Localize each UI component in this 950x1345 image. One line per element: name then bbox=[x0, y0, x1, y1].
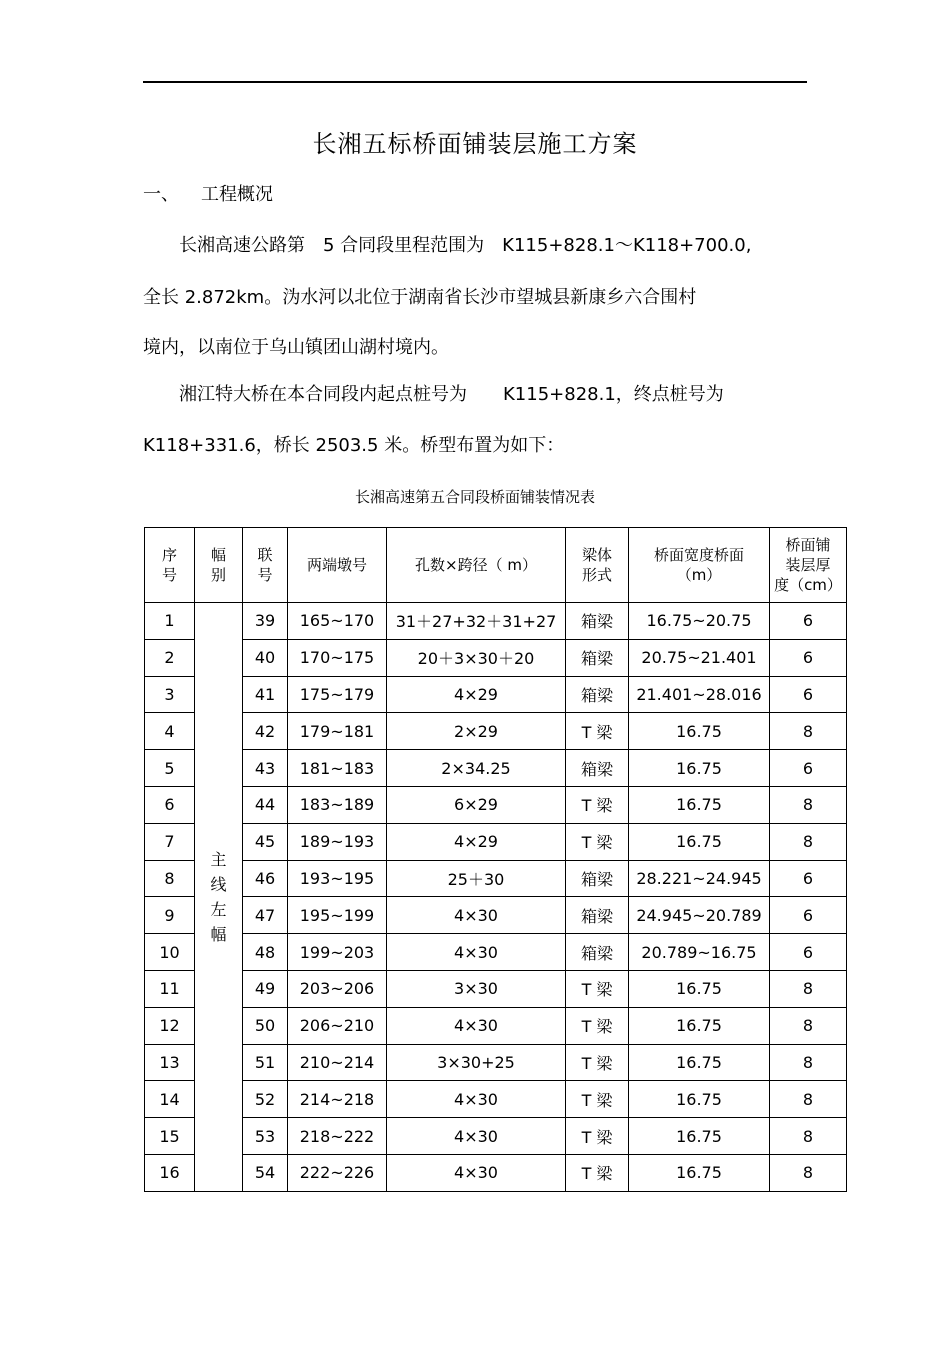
table-row bbox=[145, 676, 847, 713]
section-number: 一、 bbox=[143, 184, 179, 205]
cell-girder: T 梁 bbox=[566, 1154, 629, 1191]
paragraph-line: 湘江特大桥在本合同段内起点桩号为 K115+828.1，终点桩号为 bbox=[143, 384, 724, 405]
cell-unit: 47 bbox=[243, 897, 288, 934]
cell-width: 16.75 bbox=[629, 1081, 770, 1118]
cell-thickness: 8 bbox=[770, 823, 847, 860]
table-row bbox=[145, 1118, 847, 1155]
header-col-spans bbox=[387, 528, 566, 603]
cell-index: 15 bbox=[145, 1118, 195, 1155]
cell-unit: 51 bbox=[243, 1044, 288, 1081]
cell-unit: 54 bbox=[243, 1154, 288, 1191]
group-label-char: 线 bbox=[210, 874, 227, 894]
cell-index: 6 bbox=[145, 786, 195, 823]
paving-table bbox=[144, 527, 847, 1192]
cell-girder: 箱梁 bbox=[566, 860, 629, 897]
header-text: 桥面铺 bbox=[785, 536, 831, 554]
cell-width: 24.945~20.789 bbox=[629, 897, 770, 934]
table-row bbox=[145, 603, 847, 640]
cell-thickness: 8 bbox=[770, 786, 847, 823]
header-col-width bbox=[629, 528, 770, 603]
table-row bbox=[145, 860, 847, 897]
cell-thickness: 6 bbox=[770, 897, 847, 934]
cell-thickness: 8 bbox=[770, 1044, 847, 1081]
cell-unit: 49 bbox=[243, 970, 288, 1007]
cell-spans: 3×30+25 bbox=[387, 1044, 566, 1081]
cell-width: 16.75 bbox=[629, 1118, 770, 1155]
table-row bbox=[145, 750, 847, 787]
cell-unit: 52 bbox=[243, 1081, 288, 1118]
cell-thickness: 6 bbox=[770, 860, 847, 897]
header-text: 两端墩号 bbox=[306, 556, 367, 574]
cell-piers: 165~170 bbox=[288, 603, 387, 640]
header-text: 联 bbox=[257, 546, 273, 564]
cell-piers: 181~183 bbox=[288, 750, 387, 787]
cell-spans: 4×30 bbox=[387, 897, 566, 934]
table-row bbox=[145, 823, 847, 860]
cell-unit: 48 bbox=[243, 934, 288, 971]
table-row bbox=[145, 934, 847, 971]
cell-piers: 189~193 bbox=[288, 823, 387, 860]
header-text: 孔数×跨径（ m） bbox=[415, 556, 537, 574]
cell-girder: T 梁 bbox=[566, 1118, 629, 1155]
cell-piers: 193~195 bbox=[288, 860, 387, 897]
cell-index: 5 bbox=[145, 750, 195, 787]
cell-girder: 箱梁 bbox=[566, 676, 629, 713]
header-col-piers bbox=[288, 528, 387, 603]
header-col-girder bbox=[566, 528, 629, 603]
header-col-thickness bbox=[770, 528, 847, 603]
cell-piers: 183~189 bbox=[288, 786, 387, 823]
cell-index: 12 bbox=[145, 1007, 195, 1044]
cell-spans: 25＋30 bbox=[387, 860, 566, 897]
cell-piers: 218~222 bbox=[288, 1118, 387, 1155]
cell-index: 16 bbox=[145, 1154, 195, 1191]
cell-width: 16.75 bbox=[629, 750, 770, 787]
cell-girder: T 梁 bbox=[566, 1081, 629, 1118]
group-label-char: 左 bbox=[210, 899, 227, 919]
cell-index: 11 bbox=[145, 970, 195, 1007]
cell-piers: 203~206 bbox=[288, 970, 387, 1007]
cell-girder: 箱梁 bbox=[566, 750, 629, 787]
cell-girder: 箱梁 bbox=[566, 897, 629, 934]
cell-width: 16.75 bbox=[629, 823, 770, 860]
cell-index: 8 bbox=[145, 860, 195, 897]
cell-girder: T 梁 bbox=[566, 970, 629, 1007]
cell-width: 16.75 bbox=[629, 1154, 770, 1191]
cell-unit: 41 bbox=[243, 676, 288, 713]
header-text: 桥面宽度桥面 bbox=[653, 546, 744, 564]
cell-piers: 210~214 bbox=[288, 1044, 387, 1081]
header-col-index bbox=[145, 528, 195, 603]
cell-spans: 3×30 bbox=[387, 970, 566, 1007]
cell-girder: 箱梁 bbox=[566, 934, 629, 971]
cell-width: 16.75 bbox=[629, 786, 770, 823]
cell-width: 16.75~20.75 bbox=[629, 603, 770, 640]
section-title: 工程概况 bbox=[201, 184, 273, 205]
header-rule bbox=[143, 81, 807, 83]
table-row bbox=[145, 1081, 847, 1118]
cell-index: 10 bbox=[145, 934, 195, 971]
header-text: 幅 bbox=[210, 546, 226, 564]
cell-unit: 39 bbox=[243, 603, 288, 640]
header-text: 号 bbox=[257, 566, 273, 584]
cell-piers: 222~226 bbox=[288, 1154, 387, 1191]
cell-girder: T 梁 bbox=[566, 786, 629, 823]
cell-girder: T 梁 bbox=[566, 1044, 629, 1081]
cell-girder: 箱梁 bbox=[566, 603, 629, 640]
group-label-char: 主 bbox=[210, 849, 227, 869]
cell-index: 4 bbox=[145, 713, 195, 750]
cell-girder: 箱梁 bbox=[566, 639, 629, 676]
cell-unit: 42 bbox=[243, 713, 288, 750]
cell-piers: 214~218 bbox=[288, 1081, 387, 1118]
cell-unit: 40 bbox=[243, 639, 288, 676]
header-text: 装层厚 bbox=[785, 556, 831, 574]
table-row bbox=[145, 1007, 847, 1044]
table-row bbox=[145, 713, 847, 750]
paragraph-line: K118+331.6，桥长 2503.5 米。桥型布置为如下： bbox=[143, 435, 565, 456]
cell-unit: 45 bbox=[243, 823, 288, 860]
cell-index: 13 bbox=[145, 1044, 195, 1081]
cell-spans: 20＋3×30＋20 bbox=[387, 639, 566, 676]
table-row bbox=[145, 970, 847, 1007]
paragraph-line: 境内，以南位于乌山镇团山湖村境内。 bbox=[143, 337, 449, 358]
cell-unit: 44 bbox=[243, 786, 288, 823]
cell-piers: 175~179 bbox=[288, 676, 387, 713]
cell-width: 20.789~16.75 bbox=[629, 934, 770, 971]
cell-width: 28.221~24.945 bbox=[629, 860, 770, 897]
table-row bbox=[145, 1154, 847, 1191]
cell-index: 14 bbox=[145, 1081, 195, 1118]
cell-thickness: 8 bbox=[770, 1081, 847, 1118]
cell-girder: T 梁 bbox=[566, 1007, 629, 1044]
section-heading bbox=[143, 180, 273, 206]
cell-spans: 4×29 bbox=[387, 823, 566, 860]
cell-index: 1 bbox=[145, 603, 195, 640]
cell-width: 16.75 bbox=[629, 1044, 770, 1081]
table-row bbox=[145, 786, 847, 823]
table-row bbox=[145, 897, 847, 934]
cell-piers: 170~175 bbox=[288, 639, 387, 676]
cell-spans: 2×29 bbox=[387, 713, 566, 750]
cell-girder: T 梁 bbox=[566, 823, 629, 860]
cell-thickness: 6 bbox=[770, 676, 847, 713]
header-col-unit bbox=[243, 528, 288, 603]
cell-piers: 179~181 bbox=[288, 713, 387, 750]
cell-index: 3 bbox=[145, 676, 195, 713]
cell-thickness: 8 bbox=[770, 713, 847, 750]
group-label-main-line-left bbox=[195, 603, 243, 1192]
cell-piers: 195~199 bbox=[288, 897, 387, 934]
paragraph-line: 长湘高速公路第 5 合同段里程范围为 K115+828.1～K118+700.0, bbox=[143, 235, 752, 256]
table-header-row bbox=[145, 528, 847, 603]
table-row bbox=[145, 1044, 847, 1081]
paragraph-line: 全长 2.872km。沩水河以北位于湖南省长沙市望城县新康乡六合围村 bbox=[143, 287, 697, 308]
header-text: 度（cm） bbox=[774, 576, 842, 594]
cell-thickness: 8 bbox=[770, 1154, 847, 1191]
cell-thickness: 8 bbox=[770, 1118, 847, 1155]
header-text: 序 bbox=[161, 546, 177, 564]
cell-spans: 4×30 bbox=[387, 1081, 566, 1118]
header-col-side bbox=[195, 528, 243, 603]
cell-spans: 4×30 bbox=[387, 1154, 566, 1191]
header-text: 别 bbox=[210, 566, 226, 584]
cell-spans: 4×30 bbox=[387, 934, 566, 971]
cell-width: 20.75~21.401 bbox=[629, 639, 770, 676]
cell-piers: 206~210 bbox=[288, 1007, 387, 1044]
cell-unit: 50 bbox=[243, 1007, 288, 1044]
header-text: 号 bbox=[161, 566, 177, 584]
cell-unit: 53 bbox=[243, 1118, 288, 1155]
cell-thickness: 8 bbox=[770, 970, 847, 1007]
cell-thickness: 6 bbox=[770, 934, 847, 971]
header-text: 梁体 bbox=[581, 546, 612, 564]
cell-index: 9 bbox=[145, 897, 195, 934]
table-caption: 长湘高速第五合同段桥面铺装情况表 bbox=[354, 488, 595, 506]
cell-width: 16.75 bbox=[629, 713, 770, 750]
cell-thickness: 6 bbox=[770, 603, 847, 640]
cell-spans: 4×29 bbox=[387, 676, 566, 713]
cell-thickness: 6 bbox=[770, 639, 847, 676]
cell-unit: 43 bbox=[243, 750, 288, 787]
header-text: 形式 bbox=[581, 566, 612, 584]
cell-thickness: 6 bbox=[770, 750, 847, 787]
table-body bbox=[145, 603, 847, 1192]
cell-piers: 199~203 bbox=[288, 934, 387, 971]
cell-spans: 4×30 bbox=[387, 1118, 566, 1155]
cell-index: 7 bbox=[145, 823, 195, 860]
cell-width: 16.75 bbox=[629, 970, 770, 1007]
cell-spans: 2×34.25 bbox=[387, 750, 566, 787]
table-row bbox=[145, 639, 847, 676]
cell-spans: 6×29 bbox=[387, 786, 566, 823]
cell-width: 16.75 bbox=[629, 1007, 770, 1044]
cell-thickness: 8 bbox=[770, 1007, 847, 1044]
cell-index: 2 bbox=[145, 639, 195, 676]
header-text: （m） bbox=[676, 566, 722, 584]
group-label-char: 幅 bbox=[210, 924, 227, 944]
document-title: 长湘五标桥面铺装层施工方案 bbox=[312, 130, 638, 158]
cell-spans: 31＋27+32＋31+27 bbox=[387, 603, 566, 640]
cell-spans: 4×30 bbox=[387, 1007, 566, 1044]
cell-unit: 46 bbox=[243, 860, 288, 897]
cell-width: 21.401~28.016 bbox=[629, 676, 770, 713]
cell-girder: T 梁 bbox=[566, 713, 629, 750]
